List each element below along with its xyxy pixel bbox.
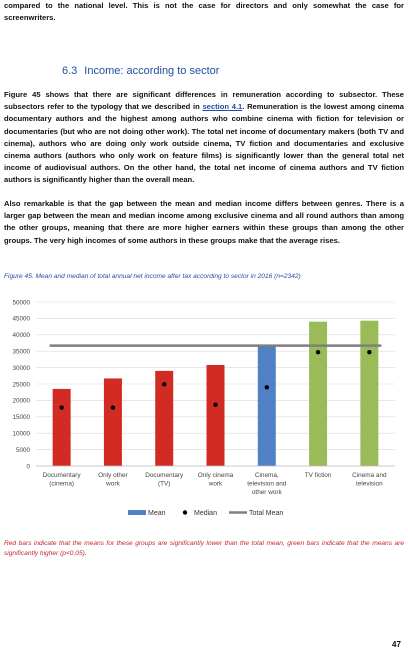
x-tick-label: Documentary (cinema) <box>42 472 81 488</box>
x-tick-label: Only other work <box>98 472 128 488</box>
y-tick-label: 25000 <box>12 381 30 389</box>
median-marker <box>213 402 217 406</box>
mean-bar <box>360 321 378 466</box>
paragraph1-text-end: . Remuneration is the lowest among cinema documentary authors and the highest among authors who combine cinema with fiction for television or documentaries (but who are not doing other work). The total net income of documentary makers (both TV and cinema), authors who are doing only work outside cinema, TV fiction and documentaries and exclusive cinema authors (authors who only work on feature films) is significantly lower than the general total net income of audiovisual authors. On the other hand, the total net income of cinema authors and TV fiction authors is significantly higher than the overall mean. <box>4 102 404 185</box>
intro-paragraph: compared to the national level. This is not the case for directors and only somewhat the case for screenwriters. <box>4 1 404 23</box>
mean-bar <box>104 378 122 466</box>
y-tick-label: 50000 <box>12 299 30 307</box>
legend-median-label: Median <box>194 510 217 517</box>
legend-median-marker <box>183 510 187 514</box>
legend-total-mean-label: Total Mean <box>249 510 284 517</box>
legend-mean-label: Mean <box>148 510 166 517</box>
y-tick-label: 35000 <box>12 348 30 356</box>
y-tick-label: 10000 <box>12 430 30 438</box>
paragraph1-text-start: Figure 45 shows that there are significant differences in remuneration according to subsector. These subsectors refer to the typology that we described in <box>4 90 404 112</box>
section-4-1-link[interactable]: section 4.1 <box>202 102 243 112</box>
mean-bar <box>53 389 71 466</box>
paragraph-median-gap: Also remarkable is that the gap between the mean and median income differs between genres. There is a larger gap between the mean and median income among exclusive cinema and all round authors than among the other groups, meaning that there are more higher earners within these groups than among the other groups. The very high incomes of some authors in these groups make that the average rises. <box>4 199 404 245</box>
section-number: 6.3 <box>62 65 78 77</box>
x-tick-label: Only cinema work <box>197 472 234 488</box>
chart-legend <box>128 510 283 517</box>
mean-bar <box>309 322 327 466</box>
mean-bar <box>258 346 276 466</box>
y-axis <box>12 299 30 470</box>
median-marker <box>162 382 166 386</box>
median-marker <box>367 350 371 354</box>
mean-bar <box>207 365 225 466</box>
section-heading <box>62 65 219 77</box>
y-tick-label: 20000 <box>12 397 30 405</box>
section-title: Income: according to sector <box>84 65 220 77</box>
y-tick-label: 30000 <box>12 364 30 372</box>
legend-mean-swatch <box>128 510 146 515</box>
y-tick-label: 45000 <box>12 315 30 323</box>
mean-bars <box>53 321 379 466</box>
median-marker <box>59 405 63 409</box>
median-marker <box>111 405 115 409</box>
x-axis <box>36 466 395 496</box>
y-tick-label: 40000 <box>12 332 30 340</box>
figure-caption: Figure 45. Mean and median of total annual net income after tax according to sector in 2016 (n=2342) <box>4 273 301 280</box>
y-tick-label: 5000 <box>15 446 30 454</box>
x-tick-label: Cinema and television <box>352 472 387 488</box>
median-marker <box>265 385 269 389</box>
x-tick-label: TV fiction <box>304 472 332 479</box>
median-marker <box>316 350 320 354</box>
chart-note: Red bars indicate that the means for these groups are significantly lower than the total mean, green bars indicate that the means are significantly higher (p<0,05). <box>4 540 404 557</box>
paragraph-figure-description <box>4 89 404 187</box>
page-number: 47 <box>392 640 401 649</box>
income-bar-chart <box>0 290 408 530</box>
y-tick-label: 15000 <box>12 414 30 422</box>
x-tick-label: Documentary (TV) <box>145 472 184 488</box>
y-tick-label: 0 <box>26 463 30 471</box>
x-tick-label: Cinema, television and other work <box>247 472 287 496</box>
